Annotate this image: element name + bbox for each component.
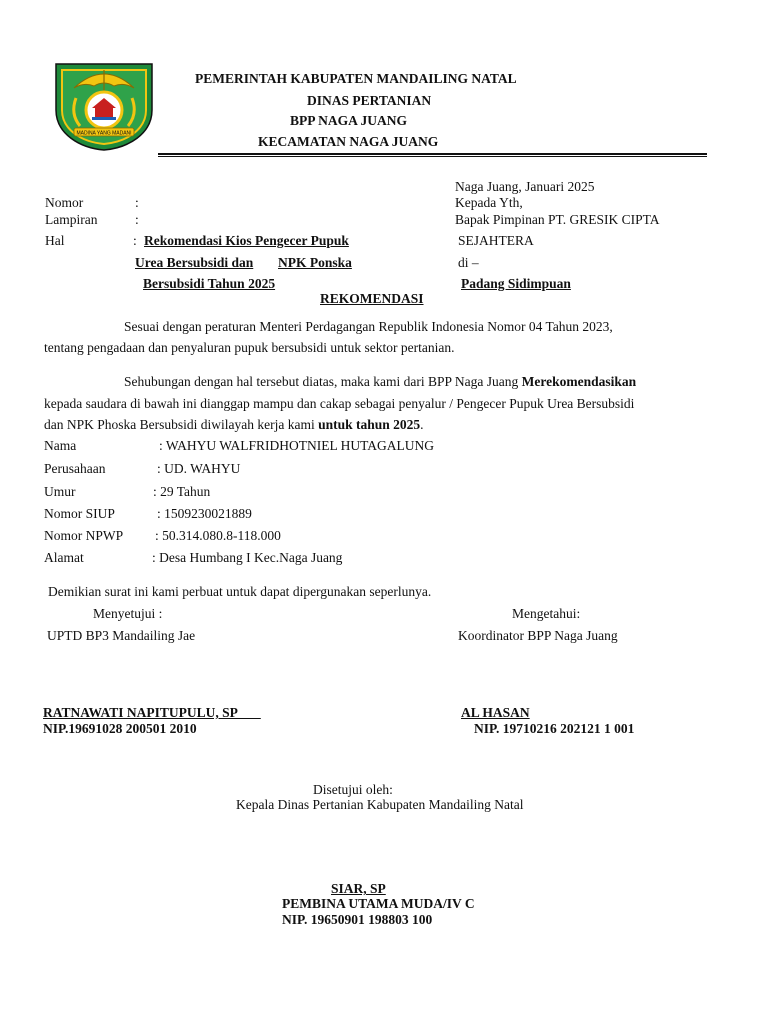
left-sign-nip: NIP.19691028 200501 2010 — [43, 721, 197, 736]
field-value: : 29 Tahun — [153, 484, 211, 499]
field-label: Alamat — [44, 550, 84, 565]
field-value: : WAHYU WALFRIDHOTNIEL HUTAGALUNG — [159, 438, 435, 453]
letterhead-rule-thin — [158, 156, 707, 157]
logo-motto: MADINA YANG MADANI — [76, 130, 132, 137]
document-title: REKOMENDASI — [320, 291, 424, 306]
field-label: Nama — [44, 438, 77, 453]
nomor-label: Nomor — [45, 195, 84, 210]
hal-line2a: Urea Bersubsidi dan — [135, 255, 254, 270]
letterhead-rule — [158, 153, 707, 155]
letter-date: Naga Juang, Januari 2025 — [455, 179, 595, 194]
closing-text: Demikian surat ini kami perbuat untuk dapat dipergunakan seperlunya. — [48, 584, 432, 599]
left-sign-caption: Menyetujui : — [93, 606, 163, 621]
letterhead-line1: PEMERINTAH KABUPATEN MANDAILING NATAL — [195, 71, 517, 86]
recipient-name-line2: SEJAHTERA — [458, 233, 534, 248]
recipient-place: Padang Sidimpuan — [461, 276, 571, 291]
hal-line2b: NPK Ponska — [278, 255, 352, 270]
field-label: Nomor SIUP — [44, 506, 115, 521]
para2-line1: Sehubungan dengan hal tersebut diatas, maka kami dari BPP Naga Juang Merekomendasikan — [124, 374, 637, 389]
para2-line2: kepada saudara di bawah ini dianggap mampu dan cakap sebagai penyalur / Pengecer Pupuk Urea Bersubsidi — [44, 396, 635, 411]
field-value: : 50.314.080.8-118.000 — [155, 528, 281, 543]
lampiran-label: Lampiran — [45, 212, 98, 227]
nomor-value: : — [135, 195, 139, 210]
left-sign-org: UPTD BP3 Mandailing Jae — [47, 628, 196, 643]
field-value: : 1509230021889 — [157, 506, 252, 521]
hal-colon: : — [133, 233, 137, 248]
bottom-sign-org: Kepala Dinas Pertanian Kabupaten Mandailing Natal — [236, 797, 524, 812]
field-label: Perusahaan — [44, 461, 106, 476]
field-label: Nomor NPWP — [44, 528, 124, 543]
hal-label: Hal — [45, 233, 65, 248]
para1-line1: Sesuai dengan peraturan Menteri Perdagangan Republik Indonesia Nomor 04 Tahun 2023, — [124, 319, 613, 334]
right-sign-nip: NIP. 19710216 202121 1 001 — [474, 721, 635, 736]
letterhead-line4: KECAMATAN NAGA JUANG — [258, 134, 439, 149]
letterhead-line3: BPP NAGA JUANG — [290, 113, 408, 128]
para2-line3: dan NPK Phoska Bersubsidi diwilayah kerja kami untuk tahun 2025. — [44, 417, 424, 432]
letterhead-line2: DINAS PERTANIAN — [307, 93, 432, 108]
bottom-sign-rank: PEMBINA UTAMA MUDA/IV C — [282, 896, 475, 911]
bottom-sign-name: SIAR, SP — [331, 881, 386, 896]
right-sign-org: Koordinator BPP Naga Juang — [458, 628, 618, 643]
bottom-sign-caption: Disetujui oleh: — [313, 782, 393, 797]
recipient-name-line1: Bapak Pimpinan PT. GRESIK CIPTA — [455, 212, 660, 227]
recipient-di: di – — [458, 255, 479, 270]
lampiran-value: : — [135, 212, 139, 227]
para1-line2: tentang pengadaan dan penyaluran pupuk bersubsidi untuk sektor pertanian. — [44, 340, 455, 355]
right-sign-name: AL HASAN — [461, 705, 530, 720]
hal-line1: Rekomendasi Kios Pengecer Pupuk — [144, 233, 349, 248]
regency-logo — [52, 58, 156, 152]
bottom-sign-nip: NIP. 19650901 198803 100 — [282, 912, 433, 927]
left-sign-name: RATNAWATI NAPITUPULU, SP — [43, 705, 261, 720]
field-label: Umur — [44, 484, 76, 499]
right-sign-caption: Mengetahui: — [512, 606, 581, 621]
hal-line3: Bersubsidi Tahun 2025 — [143, 276, 276, 291]
field-value: : UD. WAHYU — [157, 461, 241, 476]
field-value: : Desa Humbang I Kec.Naga Juang — [152, 550, 343, 565]
recipient-kepada: Kepada Yth, — [455, 195, 523, 210]
